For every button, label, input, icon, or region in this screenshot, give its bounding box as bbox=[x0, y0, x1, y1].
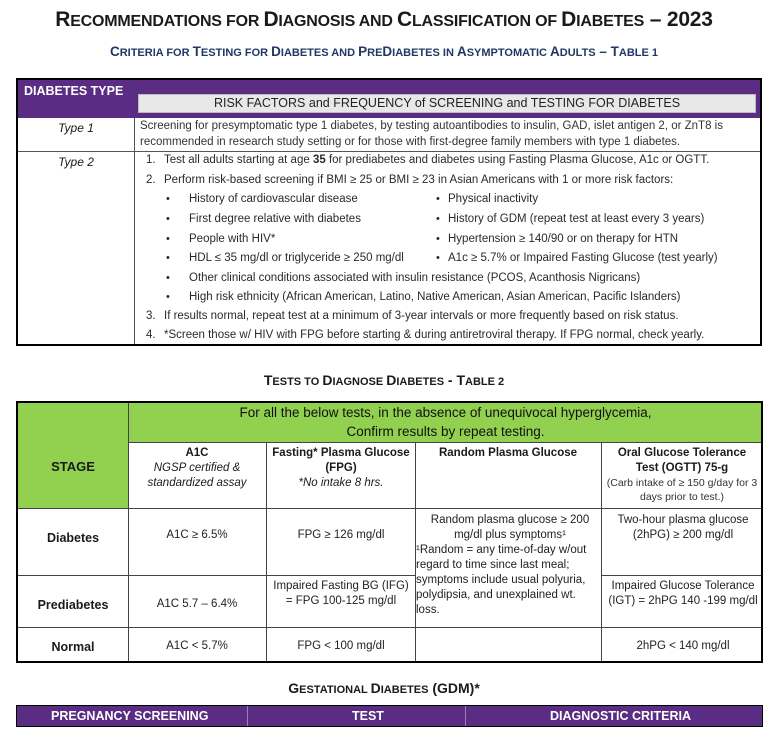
diabetes-fpg: FPG ≥ 126 mg/dl bbox=[297, 529, 385, 541]
table2-title: TESTS TO DIAGNOSE DIABETES - TABLE 2 bbox=[263, 372, 505, 388]
type1-text: Screening for presymptomatic type 1 diabetes, by testing autoantibodies to insulin, GAD, islet antigen 2, or ZnT8 is recommended in research study setting or for those with first-degree family members with type 1 diabetes. bbox=[140, 120, 723, 148]
risk-item: Other clinical conditions associated with insulin resistance (PCOS, Acanthosis Nigricans) bbox=[189, 272, 641, 284]
bullet: • bbox=[436, 213, 440, 225]
bullet: • bbox=[166, 291, 170, 303]
header-test: TEST bbox=[352, 709, 384, 723]
random-footnote: ¹Random = any time-of-day w/out regard to time since last meal; symptoms include usual polyuria, polydipsia, and unexplained wt. loss. bbox=[416, 544, 587, 616]
page-title: RECOMMENDATIONS FOR DIAGNOSIS AND CLASSIFICATION OF DIABETES – 2023 bbox=[55, 8, 713, 31]
item1-text: Test all adults starting at age 35 for prediabetes and diabetes using Fasting Plasma Glucose, A1c or OGTT. bbox=[164, 154, 710, 166]
risk-item: First degree relative with diabetes bbox=[189, 213, 361, 225]
risk-item: People with HIV* bbox=[189, 233, 276, 245]
risk-item: Hypertension ≥ 140/90 or on therapy for HTN bbox=[448, 233, 679, 245]
grid-line bbox=[18, 575, 415, 576]
type2-label: Type 2 bbox=[58, 155, 94, 169]
header-pregnancy-screening: PREGNANCY SCREENING bbox=[51, 709, 209, 723]
normal-fpg: FPG < 100 mg/dl bbox=[297, 640, 385, 652]
item3-number: 3. bbox=[146, 310, 156, 322]
prediabetes-a1c: A1C 5.7 – 6.4% bbox=[156, 598, 238, 610]
item4-number: 4. bbox=[146, 329, 156, 341]
grid-line bbox=[128, 442, 761, 443]
stage-header: STAGE bbox=[51, 459, 95, 474]
grid-line bbox=[18, 627, 761, 628]
diagnosis-table bbox=[16, 401, 763, 663]
diabetes-a1c: A1C ≥ 6.5% bbox=[166, 529, 228, 541]
grid-line bbox=[601, 575, 761, 576]
risk-item: HDL ≤ 35 mg/dl or triglyceride ≥ 250 mg/dl bbox=[189, 252, 404, 264]
bullet: • bbox=[166, 233, 170, 245]
risk-item: A1c ≥ 5.7% or Impaired Fasting Glucose (test yearly) bbox=[448, 252, 718, 264]
type1-label: Type 1 bbox=[58, 121, 94, 135]
row-prediabetes: Prediabetes bbox=[37, 598, 109, 612]
bullet: • bbox=[166, 252, 170, 264]
prediabetes-fpg: Impaired Fasting BG (IFG) = FPG 100-125 mg/dl bbox=[273, 580, 409, 607]
stage-header-bg bbox=[18, 403, 128, 508]
column-divider bbox=[247, 706, 248, 726]
diabetes-ogtt: Two-hour plasma glucose (2hPG) ≥ 200 mg/dl bbox=[617, 514, 749, 541]
item2-number: 2. bbox=[146, 174, 156, 186]
prediabetes-ogtt: Impaired Glucose Tolerance (IGT) = 2hPG 140 -199 mg/dl bbox=[608, 580, 758, 607]
col-ogtt: Oral Glucose Tolerance Test (OGTT) 75-g (Carb intake of ≥ 150 g/day for 3 days prior to test.) bbox=[606, 447, 758, 503]
row-divider bbox=[18, 151, 760, 152]
risk-item: Physical inactivity bbox=[448, 193, 539, 205]
gdm-table-header bbox=[16, 705, 763, 727]
grid-line bbox=[18, 508, 761, 509]
risk-item: History of cardiovascular disease bbox=[189, 193, 358, 205]
header-risk-factors-band bbox=[134, 80, 760, 118]
item3-text: If results normal, repeat test at a minimum of 3-year intervals or more frequently based on risk status. bbox=[164, 310, 679, 322]
table3-title: GESTATIONAL DIABETES (GDM)* bbox=[288, 680, 480, 696]
header-diabetes-type: DIABETES TYPE bbox=[18, 80, 134, 118]
diabetes-random: Random plasma glucose ≥ 200 mg/dl plus symptoms¹ bbox=[430, 514, 590, 541]
header-risk-factors: RISK FACTORS and FREQUENCY of SCREENING and TESTING FOR DIABETES bbox=[138, 94, 756, 113]
bullet: • bbox=[166, 193, 170, 205]
bullet: • bbox=[436, 193, 440, 205]
item2-text: Perform risk-based screening if BMI ≥ 25 or BMI ≥ 23 in Asian Americans with 1 or more risk factors: bbox=[164, 174, 674, 186]
bullet: • bbox=[166, 272, 170, 284]
grid-line bbox=[601, 442, 602, 661]
table1-title: CRITERIA FOR TESTING FOR DIABETES AND PREDIABETES IN ASYMPTOMATIC ADULTS – TABLE 1 bbox=[109, 44, 659, 59]
row-normal: Normal bbox=[51, 640, 95, 654]
repeat-testing-banner: For all the below tests, in the absence of unequivocal hyperglycemia, Confirm results by repeat testing. bbox=[239, 405, 652, 439]
grid-line bbox=[128, 403, 129, 661]
risk-item: High risk ethnicity (African American, Latino, Native American, Asian American, Pacific Islanders) bbox=[189, 291, 681, 303]
item4-text: *Screen those w/ HIV with FPG before starting & during antiretroviral therapy. If FPG normal, check yearly. bbox=[164, 329, 705, 341]
header-diagnostic-criteria: DIAGNOSTIC CRITERIA bbox=[550, 709, 691, 723]
col-fpg: Fasting* Plasma Glucose (FPG) *No intake 8 hrs. bbox=[272, 447, 410, 489]
bullet: • bbox=[166, 213, 170, 225]
normal-ogtt: 2hPG < 140 mg/dl bbox=[636, 640, 730, 652]
column-divider bbox=[465, 706, 466, 726]
normal-a1c: A1C < 5.7% bbox=[166, 640, 228, 652]
bullet: • bbox=[436, 252, 440, 264]
row-diabetes: Diabetes bbox=[46, 531, 100, 545]
screening-table bbox=[16, 78, 762, 346]
grid-line bbox=[266, 442, 267, 661]
item1-number: 1. bbox=[146, 154, 156, 166]
bullet: • bbox=[436, 233, 440, 245]
risk-item: History of GDM (repeat test at least every 3 years) bbox=[448, 213, 705, 225]
col-a1c: A1C NGSP certified & standardized assay bbox=[147, 447, 247, 489]
col-random: Random Plasma Glucose bbox=[438, 447, 578, 459]
